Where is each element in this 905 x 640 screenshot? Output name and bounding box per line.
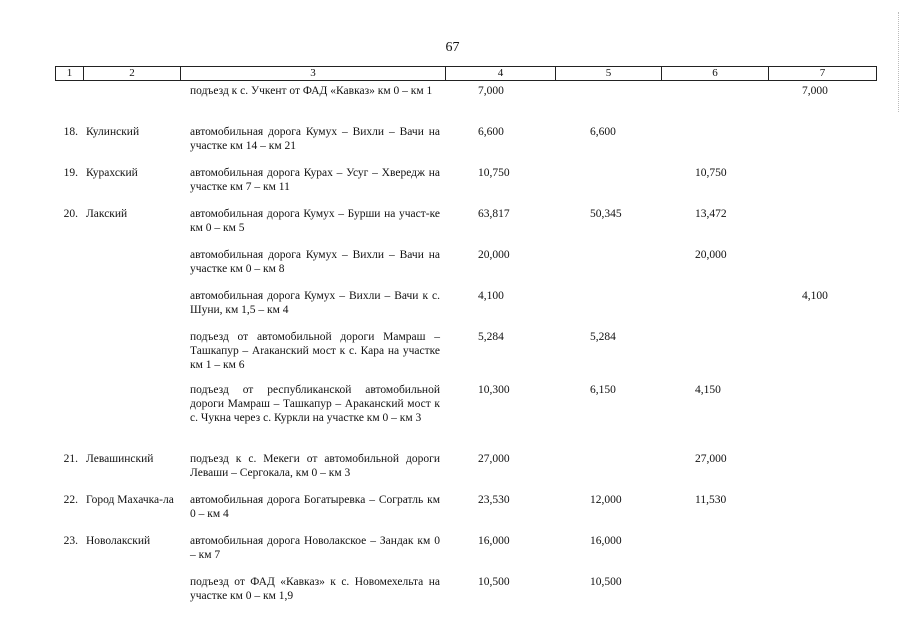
district-name: Левашинский — [86, 453, 154, 465]
header-col-7: 7 — [819, 67, 826, 79]
total-amount: 10,750 — [478, 167, 510, 179]
district-name: Курахский — [86, 167, 138, 179]
total-amount: 63,817 — [478, 208, 510, 220]
road-description: автомобильная дорога Богатыревка – Согратль км 0 – км 4 — [190, 494, 440, 520]
road-description: подъезд от автомобильной дороги Мамраш – Ташкапур – Araканский мост к с. Кара на участке км 1 – км 6 — [190, 331, 440, 371]
row-number: 20. — [63, 208, 78, 220]
total-amount: 6,600 — [478, 126, 504, 138]
amount-col-6: 20,000 — [695, 249, 727, 261]
header-col-1: 1 — [56, 67, 84, 80]
row-number: 18. — [63, 126, 78, 138]
amount-col-6: 4,150 — [695, 384, 721, 396]
amount-col-5: 10,500 — [590, 576, 622, 588]
road-description: автомобильная дорога Кумух – Вихли – Вачи к с. Шуни, км 1,5 – км 4 — [190, 290, 440, 316]
page-number: 67 — [445, 40, 460, 55]
row-number: 23. — [63, 535, 78, 547]
district-name: Новолакский — [86, 535, 151, 547]
header-col-3: 3 — [181, 67, 446, 80]
header-col-5: 5 — [556, 67, 662, 80]
amount-col-5: 16,000 — [590, 535, 622, 547]
total-amount: 20,000 — [478, 249, 510, 261]
total-amount: 4,100 — [478, 290, 504, 302]
amount-col-5: 5,284 — [590, 331, 616, 343]
district-name: Город Махачка-ла — [86, 494, 174, 506]
header-col-2: 2 — [84, 67, 181, 80]
amount-col-5: 6,600 — [590, 126, 616, 138]
total-amount: 5,284 — [478, 331, 504, 343]
district-name: Кулинский — [86, 126, 140, 138]
row-number: 19. — [63, 167, 78, 179]
header-col-6: 6 — [662, 67, 769, 80]
amount-col-6: 10,750 — [695, 167, 727, 179]
amount-col-5: 12,000 — [590, 494, 622, 506]
amount-col-5: 50,345 — [590, 208, 622, 220]
header-col-4: 4 — [446, 67, 556, 80]
amount-col-7: 4,100 — [802, 290, 828, 302]
row-number: 21. — [63, 453, 78, 465]
road-description: автомобильная дорога Курах – Усуг – Хвередж на участке км 7 – км 11 — [190, 167, 440, 193]
district-name: Лакский — [86, 208, 128, 220]
road-description: подъезд к с. Учкент от ФАД «Кавказ» км 0 – км 1 — [190, 85, 433, 97]
amount-col-6: 27,000 — [695, 453, 727, 465]
margin-mark — [896, 12, 899, 112]
total-amount: 7,000 — [478, 85, 504, 97]
road-description: подъезд к с. Мекеги от автомобильной дороги Леваши – Сергокала, км 0 – км 3 — [190, 453, 440, 479]
amount-col-6: 11,530 — [695, 494, 727, 506]
amount-col-7: 7,000 — [802, 85, 828, 97]
road-description: автомобильная дорога Кумух – Вихли – Вачи на участке км 14 – км 21 — [190, 126, 440, 152]
row-number: 22. — [63, 494, 78, 506]
total-amount: 27,000 — [478, 453, 510, 465]
amount-col-5: 6,150 — [590, 384, 616, 396]
total-amount: 10,300 — [478, 384, 510, 396]
road-description: автомобильная дорога Кумух – Бурши на участ-ке км 0 – км 5 — [190, 208, 440, 234]
total-amount: 10,500 — [478, 576, 510, 588]
amount-col-6: 13,472 — [695, 208, 727, 220]
table-header — [55, 66, 877, 81]
total-amount: 16,000 — [478, 535, 510, 547]
road-description: автомобильная дорога Новолакское – Зандак км 0 – км 7 — [190, 535, 440, 561]
road-description: подъезд от ФАД «Кавказ» к с. Новомехельта на участке км 0 – км 1,9 — [190, 576, 440, 602]
total-amount: 23,530 — [478, 494, 510, 506]
road-description: подъезд от республиканской автомобильной дороги Мамраш – Ташкапур – Араканский мост к с. Чукна через с. Куркли на участке км 0 – км 3 — [190, 384, 440, 424]
road-description: автомобильная дорога Кумух – Вихли – Вачи на участке км 0 – км 8 — [190, 249, 440, 275]
